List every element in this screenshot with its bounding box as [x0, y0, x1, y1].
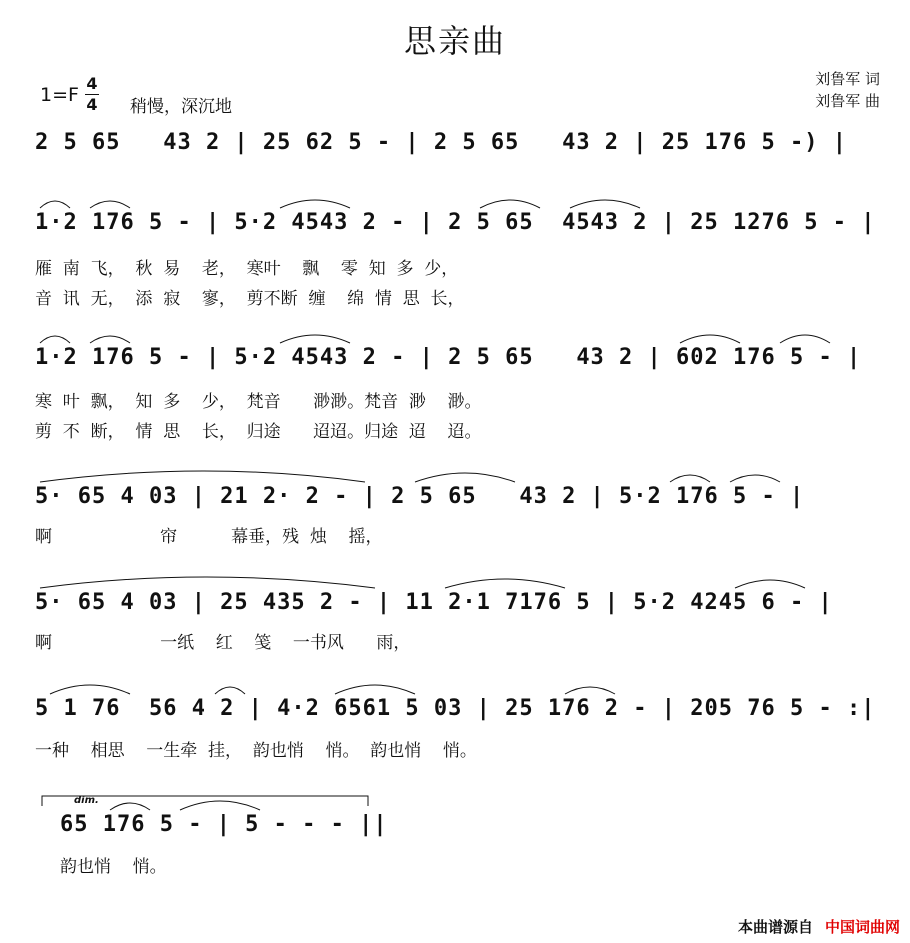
score-line-6 — [35, 696, 885, 761]
source-credit — [738, 916, 900, 937]
notes-line-6: 5 1 76 56 4 2 | 4·2 6561 5 03 | 25 176 2 - | 205 76 5 - :| — [35, 696, 876, 721]
lyrics-verse-1-line-2: 雁 南 飞， 秋 易 老， 寒叶 飘 零 知 多 少， — [35, 259, 459, 279]
score-line-7 — [60, 812, 910, 877]
source-brand-link[interactable]: 中国词曲网 — [824, 918, 900, 936]
score-line-1 — [35, 130, 885, 155]
lyrics-verse-1-line-3: 寒 叶 飘， 知 多 少， 梵音 渺渺。梵音 渺 渺。 — [35, 392, 482, 412]
meter-bottom: 4 — [86, 95, 98, 114]
dynamic-marking: dim. — [74, 795, 99, 806]
lyrics-line-7: 韵也悄 悄。 — [60, 857, 167, 877]
time-signature — [85, 76, 99, 113]
notes-line-7: 65 176 5 - | 5 - - - || — [60, 812, 388, 837]
page-title: 思亲曲 — [403, 22, 506, 60]
key-label: 1=F — [40, 83, 79, 106]
tempo-marking: 稍慢，深沉地 — [130, 97, 232, 117]
notes-line-5: 5· 65 4 03 | 25 435 2 - | 11 2·1 7176 5 | 5·2 4245 6 - | — [35, 590, 833, 615]
lyrics-verse-2-line-2: 音 讯 无， 添 寂 寥， 剪不断 缠 绵 情 思 长， — [35, 289, 465, 309]
slur-marks — [35, 464, 885, 484]
slur-marks — [35, 190, 885, 210]
score-line-2 — [35, 210, 885, 309]
score-line-3 — [35, 345, 885, 442]
score-line-4 — [35, 484, 885, 547]
lyrics-verse-2-line-3: 剪 不 断， 情 思 长， 归途 迢迢。归途 迢 迢。 — [35, 422, 482, 442]
notes-line-1: 2 5 65 43 2 | 25 62 5 - | 2 5 65 43 2 | 25 176 5 -) | — [35, 130, 847, 155]
notes-line-4: 5· 65 4 03 | 21 2· 2 - | 2 5 65 43 2 | 5·2 176 5 - | — [35, 484, 805, 509]
slur-marks — [35, 325, 885, 345]
lyrics-line-5: 啊 一纸 红 笺 一书风 雨， — [35, 633, 411, 653]
key-signature — [40, 76, 99, 113]
lyrics-line-4: 啊 帘 幕垂，残 烛 摇， — [35, 527, 383, 547]
slur-marks — [35, 676, 885, 696]
slur-marks — [35, 570, 885, 590]
source-label: 本曲谱源自 — [737, 918, 813, 936]
lyrics-line-6: 一种 相思 一生牵 挂， 韵也悄 悄。 韵也悄 悄。 — [35, 741, 477, 761]
notes-line-2: 1·2 176 5 - | 5·2 4543 2 - | 2 5 65 4543 2 | 25 1276 5 - | — [35, 210, 876, 235]
composer-credit: 刘鲁军 曲 — [815, 92, 880, 110]
lyricist-credit: 刘鲁军 词 — [815, 70, 880, 88]
score-line-5 — [35, 590, 885, 653]
meter-top: 4 — [86, 74, 98, 93]
notes-line-3: 1·2 176 5 - | 5·2 4543 2 - | 2 5 65 43 2 | 602 176 5 - | — [35, 345, 862, 370]
slur-marks — [60, 792, 460, 812]
